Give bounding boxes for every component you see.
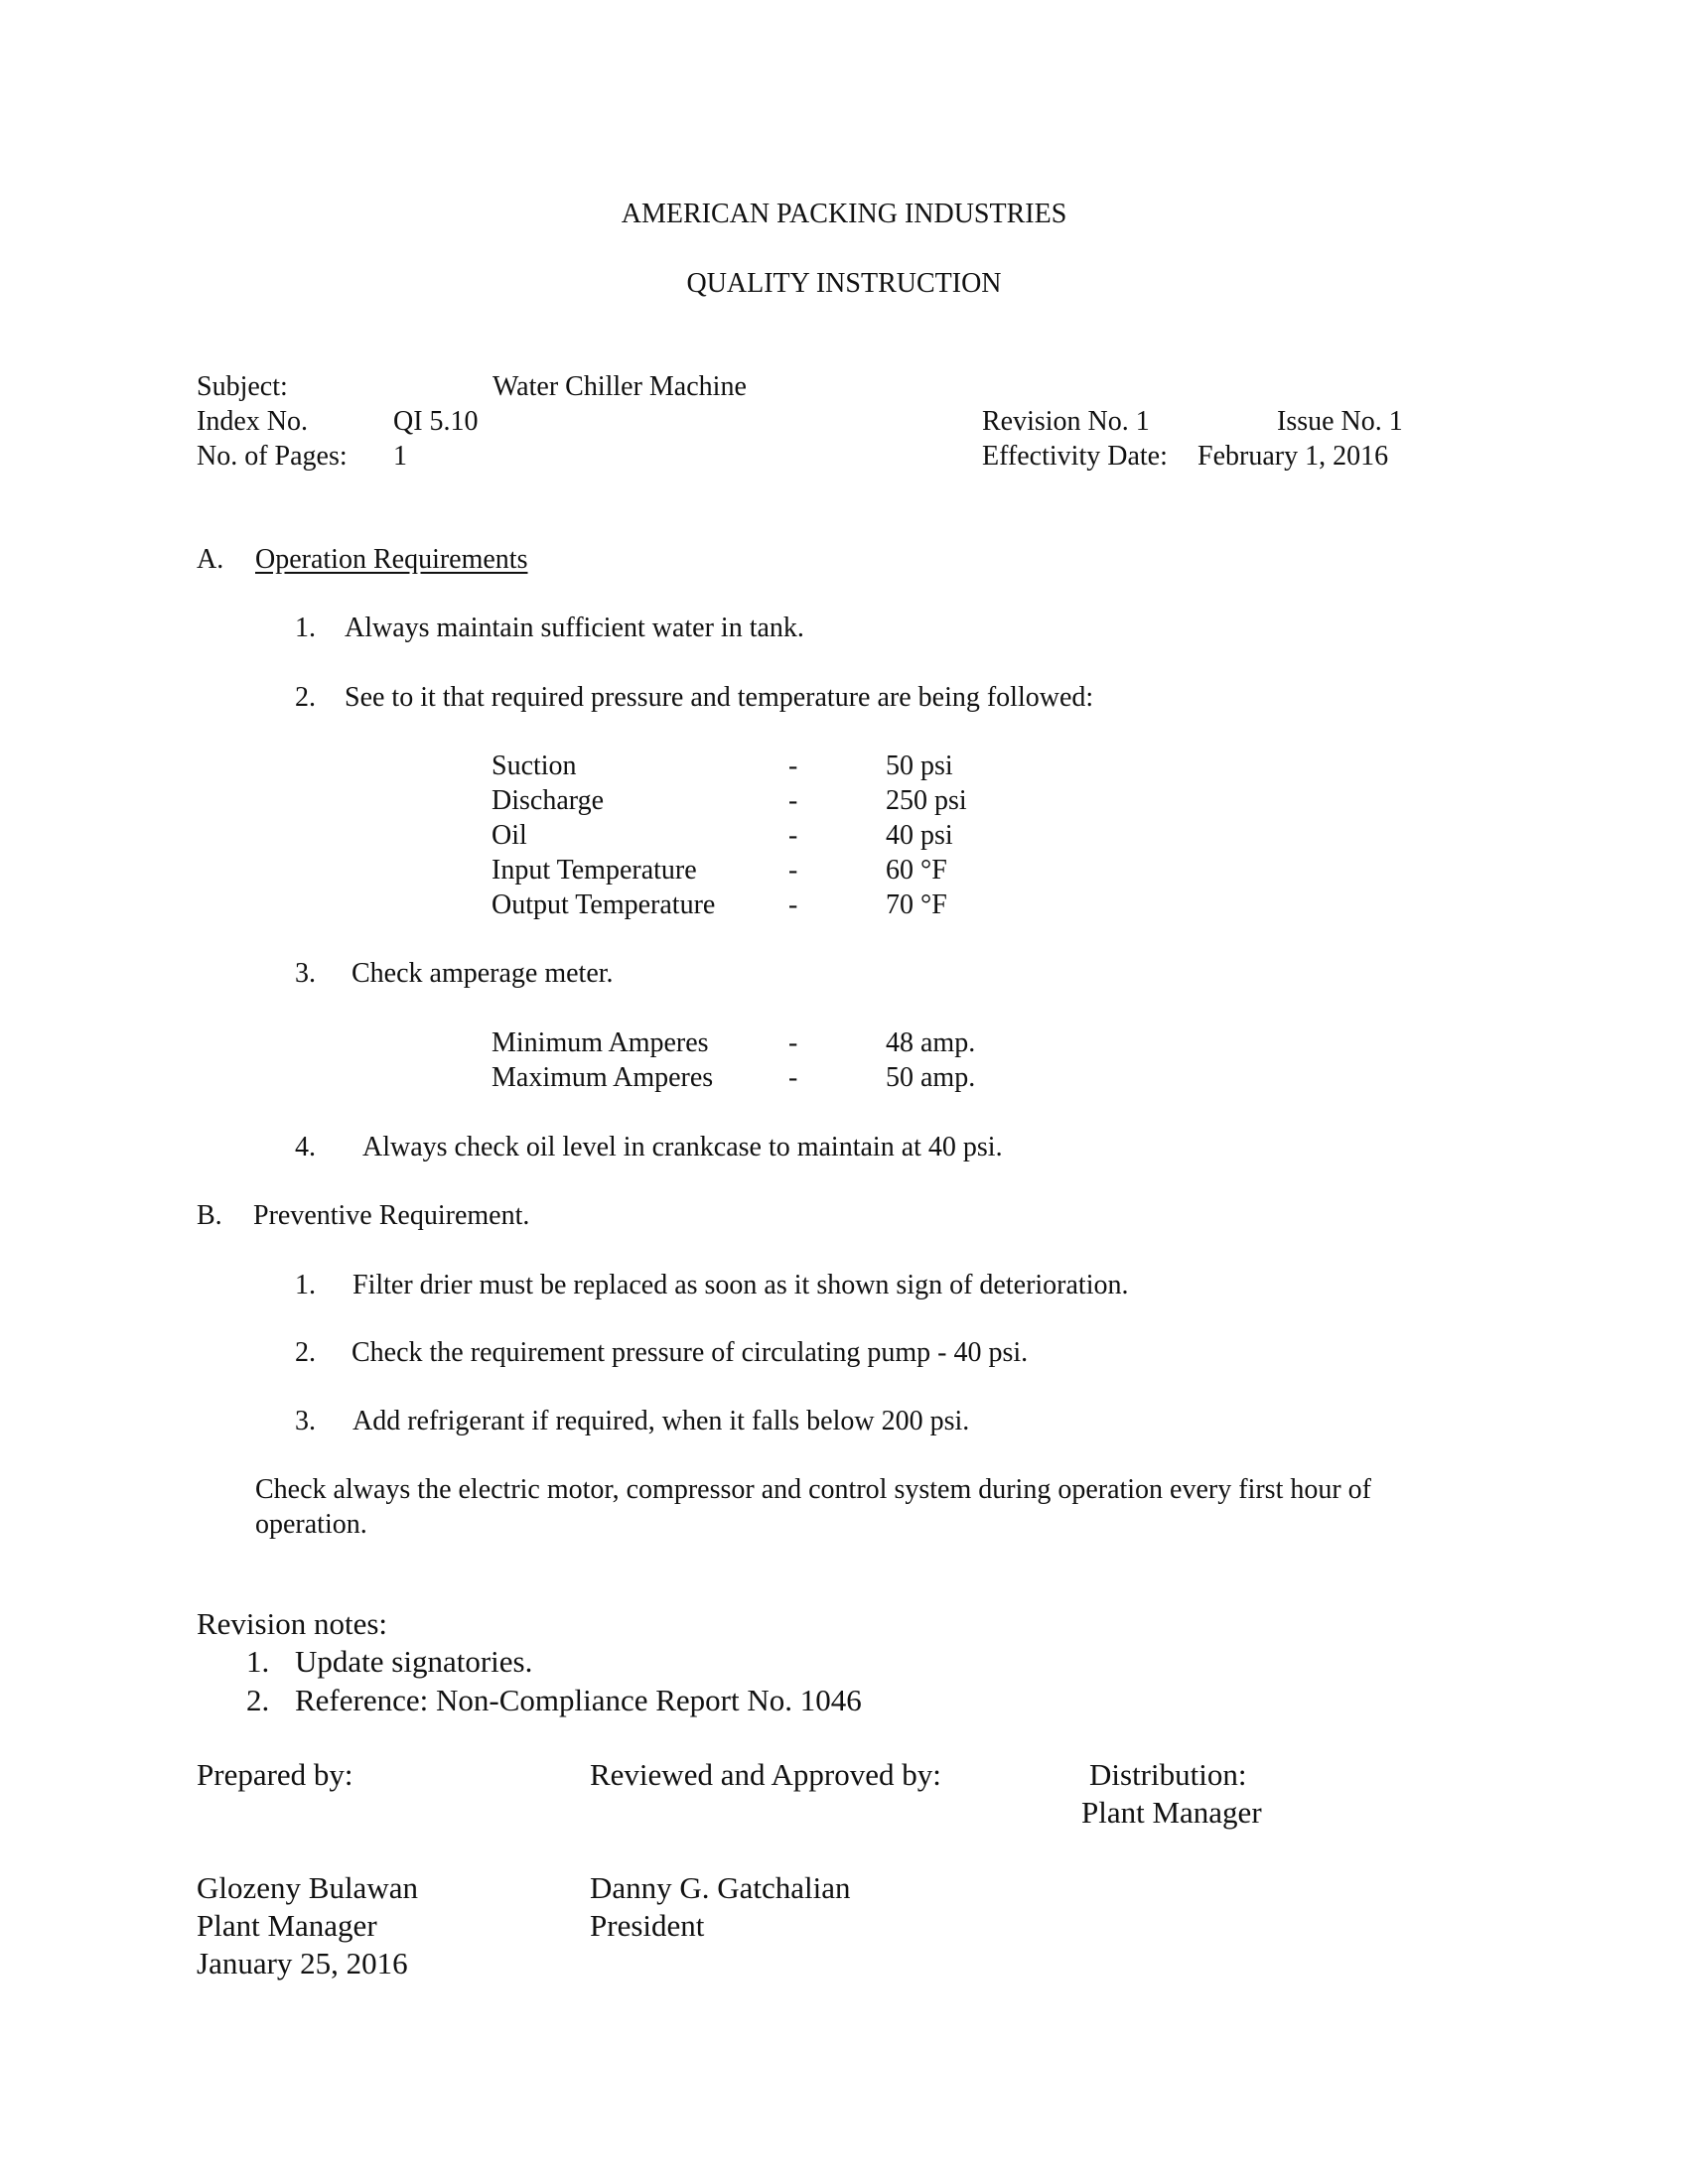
section-a-letter: A. xyxy=(197,544,224,575)
item-text: Update signatories. xyxy=(295,1644,533,1679)
row-dash: - xyxy=(788,889,798,920)
pages-value: 1 xyxy=(393,441,407,472)
row-dash: - xyxy=(788,785,798,816)
row-value: 250 psi xyxy=(886,785,967,816)
row-dash: - xyxy=(788,820,798,851)
index-value: QI 5.10 xyxy=(393,406,479,437)
prepared-by-name: Glozeny Bulawan xyxy=(197,1870,418,1905)
item-text: See to it that required pressure and temperature are being followed: xyxy=(345,682,1094,713)
row-dash: - xyxy=(788,855,798,886)
row-name: Oil xyxy=(492,820,527,851)
revision-number: Revision No. 1 xyxy=(982,406,1150,437)
reviewed-by-label: Reviewed and Approved by: xyxy=(590,1757,941,1792)
item-text: Check amperage meter. xyxy=(352,958,614,989)
row-value: 70 °F xyxy=(886,889,947,920)
row-name: Input Temperature xyxy=(492,855,697,886)
row-name: Discharge xyxy=(492,785,604,816)
section-b-letter: B. xyxy=(197,1200,222,1231)
row-dash: - xyxy=(788,751,798,781)
item-number: 4. xyxy=(295,1132,316,1162)
row-name: Minimum Amperes xyxy=(492,1027,709,1058)
reviewed-by-title: President xyxy=(590,1908,705,1943)
prepared-by-title: Plant Manager xyxy=(197,1908,377,1943)
item-text: Check the requirement pressure of circulating pump - 40 psi. xyxy=(352,1337,1029,1368)
company-name: AMERICAN PACKING INDUSTRIES xyxy=(621,199,1067,229)
section-b-title: Preventive Requirement. xyxy=(253,1200,530,1231)
prepared-by-date: January 25, 2016 xyxy=(197,1946,408,1980)
document-type: QUALITY INSTRUCTION xyxy=(686,268,1002,299)
row-name: Maximum Amperes xyxy=(492,1062,714,1093)
row-value: 50 amp. xyxy=(886,1062,976,1093)
item-text: Reference: Non-Compliance Report No. 1046 xyxy=(295,1683,862,1717)
index-label: Index No. xyxy=(197,406,308,437)
distribution-label: Distribution: xyxy=(1089,1757,1247,1792)
row-value: 60 °F xyxy=(886,855,947,886)
section-a-title: Operation Requirements xyxy=(255,544,528,575)
reviewed-by-name: Danny G. Gatchalian xyxy=(590,1870,851,1905)
item-number: 1. xyxy=(295,1270,316,1300)
issue-number: Issue No. 1 xyxy=(1277,406,1403,437)
distribution-value: Plant Manager xyxy=(1081,1795,1262,1830)
item-number: 2. xyxy=(246,1683,270,1717)
subject-value: Water Chiller Machine xyxy=(492,371,747,402)
item-number: 1. xyxy=(295,613,316,643)
row-value: 48 amp. xyxy=(886,1027,976,1058)
revision-notes-label: Revision notes: xyxy=(197,1606,388,1641)
item-number: 1. xyxy=(246,1644,270,1679)
item-number: 3. xyxy=(295,958,316,989)
pages-label: No. of Pages: xyxy=(197,441,348,472)
row-value: 40 psi xyxy=(886,820,953,851)
item-text: Always check oil level in crankcase to maintain at 40 psi. xyxy=(362,1132,1003,1162)
row-dash: - xyxy=(788,1062,798,1093)
item-number: 2. xyxy=(295,682,316,713)
section-b-note-line1: Check always the electric motor, compressor and control system during operation every first hour of xyxy=(255,1474,1371,1505)
item-number: 3. xyxy=(295,1406,316,1436)
effectivity-label: Effectivity Date: xyxy=(982,441,1168,472)
row-name: Output Temperature xyxy=(492,889,716,920)
row-value: 50 psi xyxy=(886,751,953,781)
row-name: Suction xyxy=(492,751,577,781)
item-text: Filter drier must be replaced as soon as it shown sign of deterioration. xyxy=(352,1270,1129,1300)
effectivity-value: February 1, 2016 xyxy=(1197,441,1389,472)
item-number: 2. xyxy=(295,1337,316,1368)
item-text: Always maintain sufficient water in tank. xyxy=(345,613,804,643)
subject-label: Subject: xyxy=(197,371,288,402)
section-b-note-line2: operation. xyxy=(255,1509,367,1540)
item-text: Add refrigerant if required, when it falls below 200 psi. xyxy=(352,1406,970,1436)
row-dash: - xyxy=(788,1027,798,1058)
prepared-by-label: Prepared by: xyxy=(197,1757,353,1792)
